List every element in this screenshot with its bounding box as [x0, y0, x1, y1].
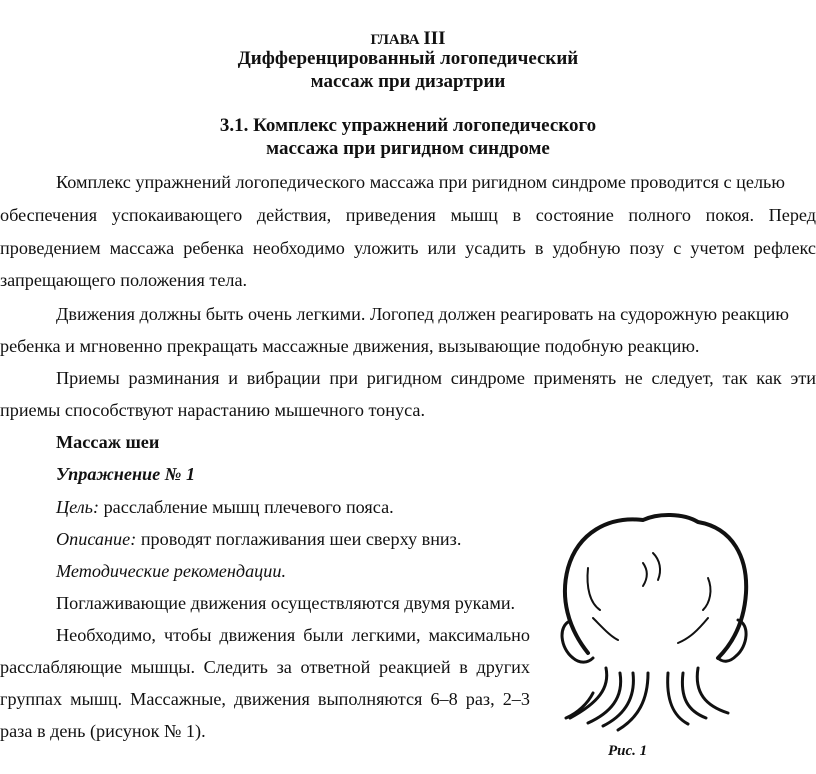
method-label: Методические рекомендации.	[56, 561, 287, 581]
chapter-title-line: Дифференцированный логопедический	[237, 48, 579, 69]
goal-text: расслабление мышц плечевого пояса.	[99, 497, 394, 517]
exercise-title: Упражнение № 1	[56, 464, 196, 484]
figure-caption: Рис. 1	[608, 743, 648, 759]
paragraph-line: проведением массажа ребенка необходимо уложить или усадить в удобную позу с учетом рефлекс	[0, 238, 816, 258]
left-ear	[562, 621, 593, 662]
paragraph-line: расслабляющие мышцы. Следить за ответной реакцией в других	[0, 657, 530, 677]
neck-stroke	[588, 673, 621, 723]
section-title	[0, 114, 816, 160]
paragraph-line: раза в день (рисунок № 1).	[0, 721, 206, 741]
chapter-word: ГЛАВА	[370, 32, 420, 48]
head-neck-illustration	[548, 508, 808, 733]
chapter-number: III	[423, 28, 446, 49]
head-outline	[565, 515, 746, 658]
description-label: Описание:	[56, 529, 137, 549]
paragraph-line: Необходимо, чтобы движения были легкими, максимально	[56, 625, 530, 645]
paragraph-line: запрещающего положения тела.	[0, 270, 248, 290]
chapter-title	[0, 47, 816, 93]
goal-line	[56, 497, 394, 518]
paragraph-line: Движения должны быть очень легкими. Логопед должен реагировать на судорожную реакцию	[56, 304, 789, 324]
chapter-title-line: массаж при дизартрии	[310, 71, 506, 92]
paragraph-line: Комплекс упражнений логопедического массажа при ригидном синдроме проводится с целью	[56, 172, 785, 192]
section-title-line: массажа при ригидном синдроме	[266, 138, 550, 159]
paragraph-line: группах мышц. Массажные, движения выполняются 6–8 раз, 2–3	[0, 689, 530, 709]
description-text: проводят поглаживания шеи сверху вниз.	[136, 529, 462, 549]
section-title-line: 3.1. Комплекс упражнений логопедического	[219, 115, 597, 136]
paragraph-line: Приемы разминания и вибрации при ригидном синдроме применять не следует, так как эти	[56, 368, 816, 388]
paragraph-line: Поглаживающие движения осуществляются двумя руками.	[56, 593, 516, 613]
neck-stroke	[697, 668, 728, 713]
neck-stroke	[570, 668, 607, 718]
description-line	[56, 529, 461, 550]
goal-label: Цель:	[56, 497, 100, 517]
paragraph-line: обеспечения успокаивающего действия, приведения мышц в состояние полного покоя. Перед	[0, 205, 816, 225]
paragraph-line: ребенка и мгновенно прекращать массажные движения, вызывающие подобную реакцию.	[0, 336, 700, 356]
paragraph-line: приемы способствуют нарастанию мышечного тонуса.	[0, 400, 426, 420]
subheading: Массаж шеи	[56, 432, 160, 452]
